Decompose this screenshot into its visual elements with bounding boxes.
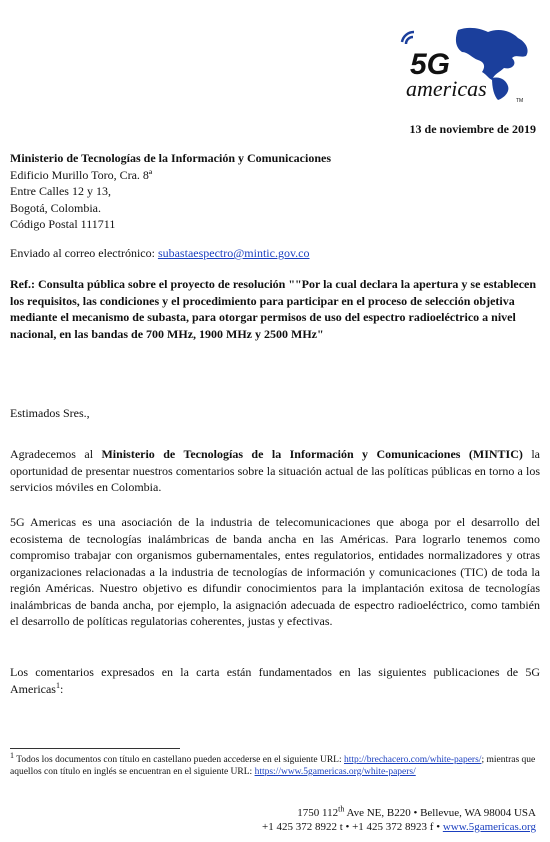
recipient-address <box>10 150 331 233</box>
paragraph-2: 5G Americas es una asociación de la industria de telecomunicaciones que aboga por el desarrollo del ecosistema de tecnologías inalámbricas de banda ancha en las Américas. Para lograrlo tenemos como compromiso trabajar con organismos gubernamentales, entes regulatorios, entidades normalizadores y otras organizaciones relacionadas a la industria de tecnologías de información y comunicaciones (TIC) de toda la región Américas. Nuestro objetivo es difundir conocimientos para la implantación exitosa de tecnologías inalámbricas de banda ancha, por ejemplo, la asignación adecuada de espectro radioeléctrico, como también el desarrollo de políticas regulatorias coherentes, justas y efectivas. <box>10 515 540 628</box>
footnote-link-1[interactable]: http://brechacero.com/white-papers/ <box>344 755 482 765</box>
email-label: Enviado al correo electrónico: <box>10 246 158 260</box>
footnote-link-2[interactable]: https://www.5gamericas.org/white-papers/ <box>254 767 416 777</box>
footnote-divider <box>10 748 180 749</box>
logo-wordmark: americas <box>406 76 487 101</box>
salutation: Estimados Sres., <box>10 406 90 420</box>
address-line-3: Bogotá, Colombia. <box>10 200 101 215</box>
address-line-2: Entre Calles 12 y 13, <box>10 184 111 198</box>
paragraph-1-end: la oportunidad de presentar nuestros comentarios sobre la situación actual de las políticas públicas en torno a los servicios móviles en Colombia. <box>10 447 540 494</box>
5g-americas-logo <box>388 22 538 104</box>
footnote-text-2: ; mientras que aquellos con título en inglés se encuentran en el siguiente URL: <box>10 755 536 777</box>
footnote-ref[interactable]: 1 <box>55 680 60 690</box>
footer-addr-post: Ave NE, B220 • Bellevue, WA 98004 USA <box>344 807 536 819</box>
paragraph-3-tail: : <box>59 681 64 696</box>
paragraph-3 <box>10 664 540 697</box>
footnote <box>10 750 540 778</box>
footnote-number: 1 <box>10 750 14 760</box>
footnote-text-1: Todos los documentos con título en castellano pueden accederse en el siguiente URL: <box>14 755 344 765</box>
footer-phones: +1 425 372 8922 t • +1 425 372 8923 f • <box>261 821 443 833</box>
footer-addr-pre: 1750 112 <box>297 807 339 819</box>
paragraph-1-start: Agradecemos al <box>10 447 102 461</box>
address-line-1: Edificio Murillo Toro, Cra. 8ª <box>10 167 153 182</box>
footer-website-link[interactable]: www.5gamericas.org <box>442 821 536 833</box>
logo-trademark: TM <box>516 98 524 104</box>
footer-address <box>297 804 536 819</box>
paragraph-3-text: Los comentarios expresados en la carta están fundamentados en las siguientes publicaciones de 5G Americas <box>10 665 540 696</box>
email-line <box>10 246 310 261</box>
address-line-4: Código Postal 111711 <box>10 217 116 231</box>
footer-contact <box>262 821 536 833</box>
recipient-org: Ministerio de Tecnologías de la Información y Comunicaciones <box>10 151 331 165</box>
paragraph-1 <box>10 446 540 496</box>
email-link[interactable]: subastaespectro@mintic.gov.co <box>157 246 310 260</box>
reference-paragraph: Ref.: Consulta pública sobre el proyecto de resolución ""Por la cual declara la apertura y se establecen los requisitos, las condiciones y el procedimiento para participar en el proceso de selección objetiva mediante el mecanismo de subasta, para otorgar permisos de uso del espectro radioeléctrico a nivel nacional, en las bandas de 700 MHz, 1900 MHz y 2500 MHz" <box>10 277 537 341</box>
paragraph-1-bold: Ministerio de Tecnologías de la Información y Comunicaciones (MINTIC) <box>101 447 523 461</box>
footer-addr-sup: th <box>338 804 345 814</box>
logo-mark: 5G <box>410 48 451 81</box>
letter-date: 13 de noviembre de 2019 <box>409 122 536 136</box>
